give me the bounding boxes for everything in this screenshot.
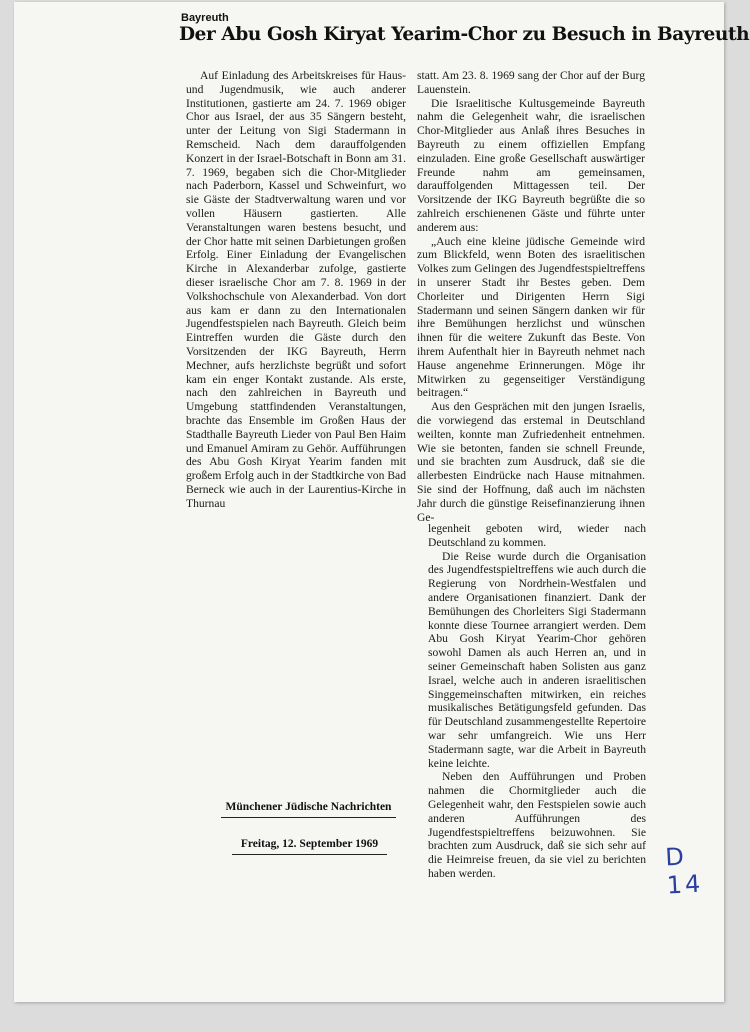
paragraph: Auf Einladung des Arbeitskreises für Haus- und Jugendmusik, wie auch anderer Institutionen, gastierte am 24. 7. 1969 obiger Chor aus Israel, der aus 35 Sängern besteht, unter der Leitung von Sigi Stadermann in Remscheid. Nach dem darauffolgenden Konzert in der Israel-Botschaft in Bonn am 31. 7. 1969, begaben sich die Chor-Mitglieder nach Paderborn, Kassel und Schweinfurt, wo sie Gäste der Stadtverwaltung waren und vor vollen Häusern gastierten. Alle Veranstaltungen waren bestens besucht, und der Chor hatte mit seinen Darbietungen großen Erfolg. Einer Einladung der Evangelischen Kirche in Alexanderbar zufolge, gastierte dieser israelische Chor am 7. 8. 1969 in der Volkshochschule von Alexanderbad. Von dort aus kam er dann zu den Internationalen Jugendfestspielen nach Bayreuth. Gleich beim Eintreffen wurden die Gäste durch den Vorsitzenden der IKG Bayreuth, Herrn Mechner, aufs herzlichste begrüßt und sofort kam ein enger Kontakt zustande. Als erste, nach den zahlreichen in Bayreuth und Umgebung stattfindenden Veranstaltungen, brachte das Ensemble im Großen Haus der Stadthalle Bayreuth Lieder von Paul Ben Haim und Emanuel Amiram zu Gehör. Aufführungen des Abu Gosh Kiryat Yearim fanden mit großem Erfolg auch in der Stadtkirche von Bad Berneck wie auch in der Laurentius-Kirche in Thurnau	[186, 69, 406, 510]
paragraph: legenheit geboten wird, wieder nach Deutschland zu kommen.	[428, 522, 646, 549]
handwritten-archive-number: D 14	[664, 842, 705, 900]
paragraph: Die Reise wurde durch die Organisation des Jugendfestspieltreffens wie auch durch die Regierung von Nordrhein-Westfalen und andere Organisationen finanziert. Dank der Bemühungen des Chorleiters Sigi Stadermann konnte diese Tournee arrangiert werden. Dem Abu Gosh Kiryat Yearim-Chor gehören sowohl Damen als auch Herren an, und in seiner Gemeinschaft haben Solisten aus ganz Israel, welche auch in anderen israelitischen Singgemeinschaften mitwirken, ein reiches musikalisches Betätigungsfeld gefunden. Das für Deutschland zusammengestellte Repertoire war sehr umfangreich. Wie uns Herr Stadermann sagte, war die Arbeit in Bayreuth keine leichte.	[428, 549, 646, 770]
article-column-2	[417, 69, 645, 524]
article-column-3	[428, 522, 646, 881]
newspaper-clipping	[14, 2, 750, 1002]
paragraph: statt. Am 23. 8. 1969 sang der Chor auf der Burg Lauenstein.	[417, 69, 645, 96]
paragraph: Die Israelitische Kultusgemeinde Bayreuth nahm die Gelegenheit wahr, die israelischen Chor-Mitglieder aus Anlaß ihres Besuches in Bayreuth zu einem offiziellen Empfang einzuladen. Eine große Gesellschaft auswärtiger Freunde nahm am gemeinsamen, darauffolgenden Mittagessen teil. Der Vorsitzende der IKG Bayreuth begrüßte die so zahlreich erschienenen Gäste und führte unter anderem aus:	[417, 96, 645, 234]
location-kicker: Bayreuth	[181, 12, 229, 24]
quote-paragraph: „Auch eine kleine jüdische Gemeinde wird zum Blickfeld, wenn Boten des israelitischen Volkes zum Gelingen des Jugendfestspieltreffens in unserer Stadt ihr Bestes geben. Dem Chorleiter und Dirigenten Herrn Sigi Stadermann und seinen Sängern danken wir für ihre Bemühungen herzlichst und wünschen ihnen für die weitere Zukunft das Beste. Von ihrem Aufenthalt hier in Bayreuth nehmet nach Hause angenehme Erinnerungen. Möge ihr Mitwirken zu gegenseitiger Verständigung beitragen.“	[417, 234, 645, 400]
paragraph: Aus den Gesprächen mit den jungen Israelis, die vorwiegend das erstemal in Deutschland weilten, konnte man Zufriedenheit entnehmen. Wie sie betonten, fanden sie schnell Freunde, und sie brachten zum Ausdruck, daß sie die allerbesten Eindrücke nach Hause mitnahmen. Sie sind der Hoffnung, daß auch im nächsten Jahr durch die günstige Reisefinanzierung ihnen Ge-	[417, 400, 645, 524]
paragraph: Neben den Aufführungen und Proben nahmen die Chormitglieder auch die Gelegenheit wahr, den Festspielen sowie auch anderen Aufführungen des Jugendfestspieltreffens beizuwohnen. Sie brachten zum Ausdruck, daß sie sich sehr auf die Heimreise freuen, da sie viel zu berichten haben werden.	[428, 770, 646, 880]
article-column-1	[186, 69, 406, 511]
source-publication: Münchener Jüdische Nachrichten	[221, 801, 396, 818]
publication-date: Freitag, 12. September 1969	[232, 838, 387, 855]
article-headline: Der Abu Gosh Kiryat Yearim-Chor zu Besuch in Bayreuth	[179, 24, 750, 45]
